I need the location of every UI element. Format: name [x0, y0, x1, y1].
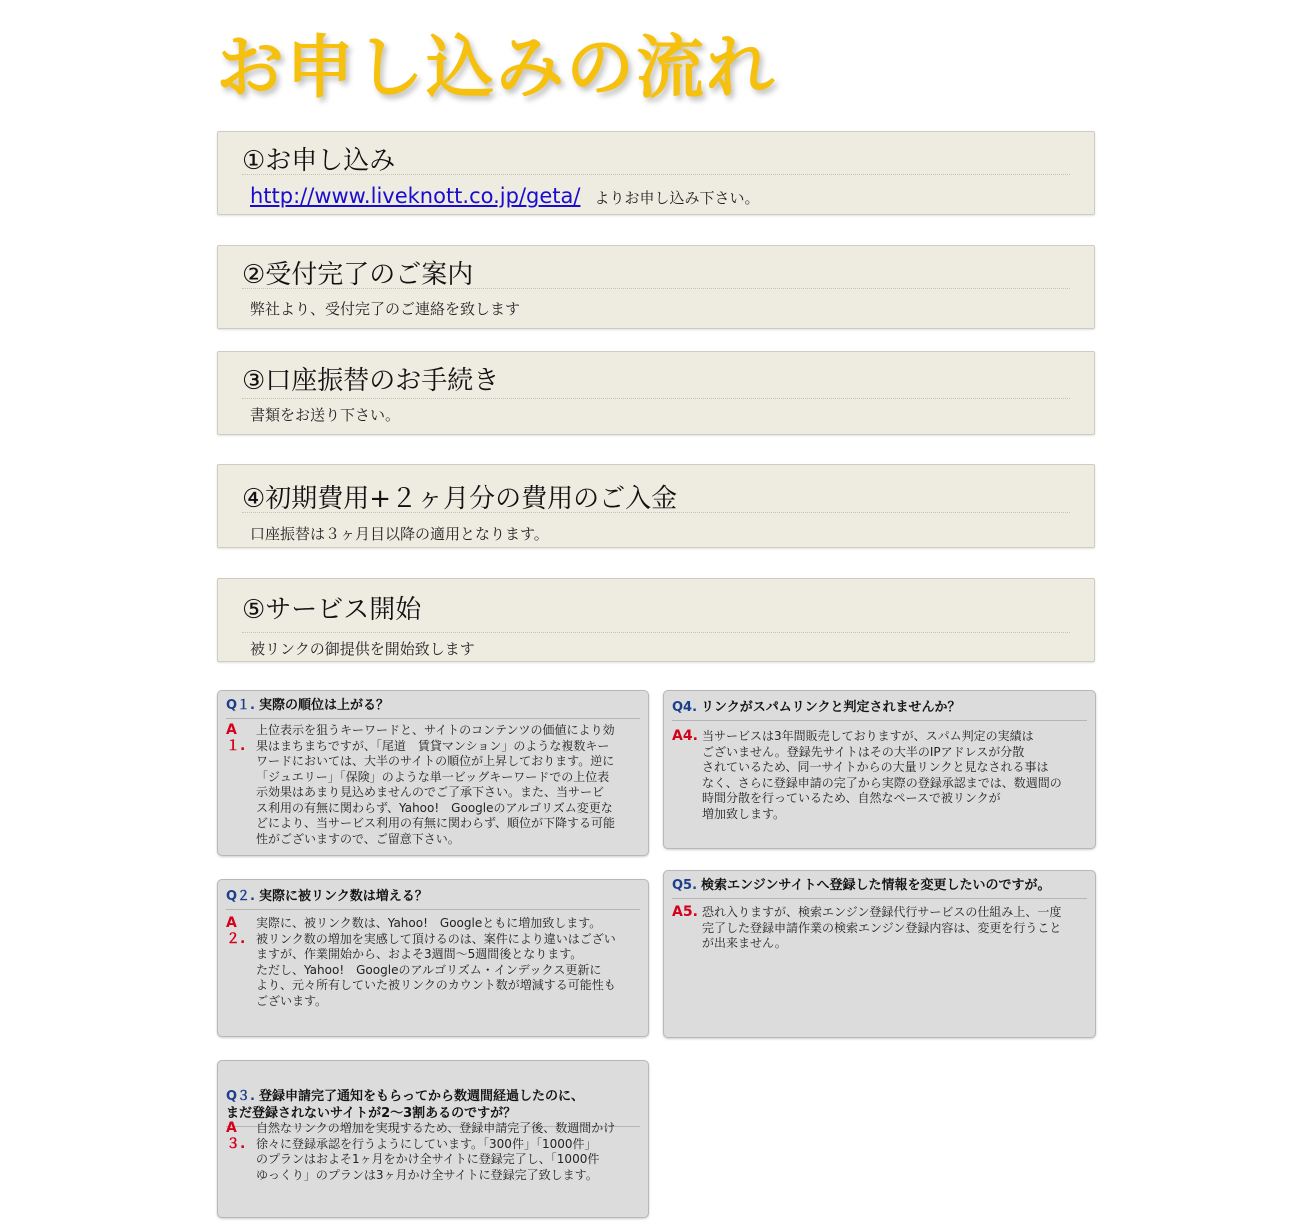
faq-answer [672, 905, 1087, 952]
faq-q1 [217, 690, 649, 856]
faq-answer [672, 729, 1087, 822]
answer-text: 恐れ入りますが、検索エンジン登録代行サービスの仕組み上、一度 完了した登録申請作業の検索エンジン登録内容は、変更を行うこと が出来ません。 [702, 905, 1062, 950]
faq-q4 [663, 690, 1096, 849]
page-title: お申し込みの流れ [216, 29, 777, 108]
divider [242, 512, 1070, 513]
faq-question [672, 877, 1087, 899]
faq-question [226, 1071, 640, 1127]
question-text: 実際に被リンク数は増える？ [259, 889, 428, 904]
step-description: 被リンクの御提供を開始致します [250, 640, 475, 658]
question-number: Q２. [226, 889, 255, 904]
answer-text: 上位表示を狙うキーワードと、サイトのコンテンツの価値により効 果はまちまちですが、「尾道 賃貸マンション」のような複数キー ワードにおいては、大半のサイトの順位が上昇しております。逆に 「ジュエリー」「保険」のような単一ビッグキーワードでの上位表 示効果はあまり見込めませんのでご了承下さい。また、当サービ ス利用の有無に関わらず、Yahoo! Googleのアルゴリズム変更な どにより、当サービス利用の有無に関わらず、順位が下降する可能 性がございますので、ご留意下さい。 [256, 723, 616, 846]
faq-q3 [217, 1060, 649, 1218]
step-description-text: よりお申し込み下さい。 [594, 189, 760, 207]
divider [242, 288, 1070, 289]
divider [242, 632, 1070, 633]
faq-q2 [217, 879, 649, 1037]
step-reception [217, 245, 1095, 329]
faq-q5 [663, 870, 1096, 1038]
question-number: Q5. [672, 878, 698, 893]
answer-number: A5. [672, 904, 698, 920]
faq-question [226, 888, 640, 910]
answer-text: 自然なリンクの増加を実現するため、登録申請完了後、数週間かけ 徐々に登録承認を行うようにしています。「300件」「1000件」 のプランはおよそ1ヶ月をかけ全サイトに登録完了し、「1000件 ゆっくり」のプランは3ヶ月かけ全サイトに登録完了致します。 [256, 1121, 616, 1182]
faq-answer [226, 916, 640, 1009]
step-service-start [217, 578, 1095, 662]
step-description: 口座振替は３ヶ月目以降の適用となります。 [250, 525, 549, 543]
step-application [217, 131, 1095, 215]
step-description [250, 184, 759, 208]
question-text: 登録申請完了通知をもらってから数週間経過したのに、 まだ登録されないサイトが2〜3割あるのですが？ [226, 1089, 585, 1121]
question-text: リンクがスパムリンクと判定されませんか？ [701, 700, 961, 715]
answer-number: A4. [672, 728, 698, 744]
faq-question [672, 699, 1087, 721]
answer-text: 当サービスは3年間販売しておりますが、スパム判定の実績は ございません。登録先サイトはその大半のIPアドレスが分散 されているため、同一サイトからの大量リンクと見なされる事は なく、さらに登録申請の完了から実際の登録承認までは、数週間の 時間分散を行っているため、自然なペースで被リンクが 増加致します。 [702, 729, 1062, 821]
divider [242, 174, 1070, 175]
answer-text: 実際に、被リンク数は、Yahoo! Googleともに増加致します。 被リンク数の増加を実感して頂けるのは、案件により違いはござい ますが、作業開始から、およそ3週間〜5週間後となります。 ただし、Yahoo! Googleのアルゴリズム・インデックス更新に より、元々所有していた被リンクのカウント数が増減する可能性も ございます。 [256, 916, 616, 1008]
question-number: Q３. [226, 1089, 255, 1104]
question-text: 実際の順位は上がる？ [259, 698, 390, 713]
step-title: ③口座振替のお手続き [242, 366, 500, 396]
step-initial-payment [217, 464, 1095, 548]
question-number: Q4. [672, 700, 698, 715]
divider [242, 398, 1070, 399]
step-title: ⑤サービス開始 [242, 595, 422, 625]
faq-question [226, 697, 640, 719]
step-title: ①お申し込み [242, 146, 396, 176]
question-text: 検索エンジンサイトへ登録した情報を変更したいのですが。 [701, 878, 1051, 893]
step-bank-transfer [217, 351, 1095, 435]
step-title: ②受付完了のご案内 [242, 260, 474, 290]
application-link[interactable]: http://www.liveknott.co.jp/geta/ [250, 184, 581, 208]
answer-number: A２. [226, 915, 246, 947]
step-description: 書類をお送り下さい。 [250, 406, 401, 424]
step-description: 弊社より、受付完了のご連絡を致します [250, 300, 521, 318]
faq-answer [226, 723, 640, 847]
step-title: ④初期費用+２ヶ月分の費用のご入金 [242, 484, 678, 514]
answer-number: A３. [226, 1120, 246, 1152]
question-number: Q１. [226, 698, 255, 713]
faq-answer [226, 1121, 640, 1183]
answer-number: A１. [226, 722, 246, 754]
